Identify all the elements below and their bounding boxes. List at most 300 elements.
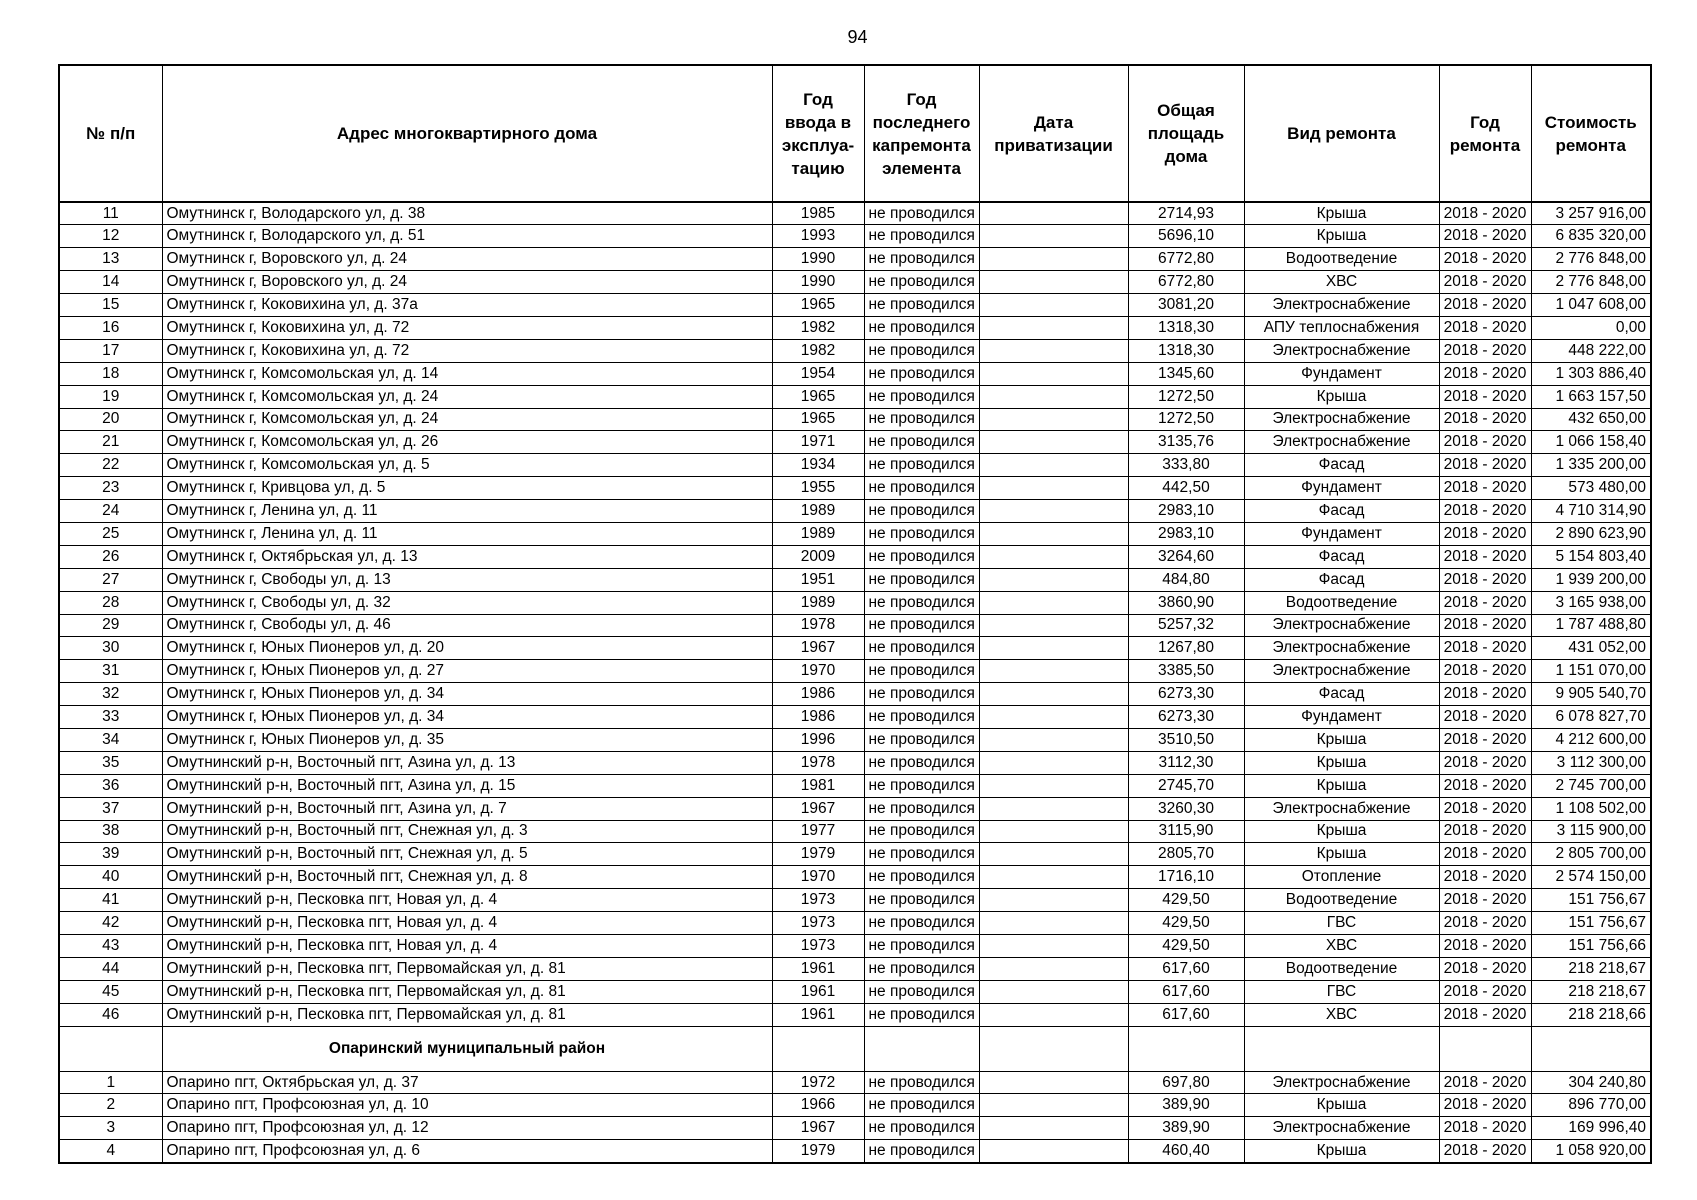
cell-year-built: 2009	[772, 545, 864, 568]
cell-year-built: 1967	[772, 1117, 864, 1140]
cell-year-built: 1989	[772, 591, 864, 614]
cell-repair-type: АПУ теплоснабжения	[1244, 316, 1439, 339]
cell-year-built: 1961	[772, 957, 864, 980]
cell-repair-period: 2018 - 2020	[1439, 202, 1531, 225]
cell-area: 2983,10	[1128, 522, 1244, 545]
cell-address: Омутнинский р-н, Песковка пгт, Новая ул, д. 4	[162, 935, 772, 958]
cell-cost: 432 650,00	[1531, 408, 1651, 431]
cell-num: 21	[59, 431, 162, 454]
cell-cost: 1 787 488,80	[1531, 614, 1651, 637]
cell-last-repair: не проводился	[864, 568, 979, 591]
cell-privatization	[979, 774, 1128, 797]
cell-repair-period: 2018 - 2020	[1439, 774, 1531, 797]
cell-area: 3385,50	[1128, 660, 1244, 683]
cell-privatization	[979, 271, 1128, 294]
cell-repair-period: 2018 - 2020	[1439, 500, 1531, 523]
cell-last-repair: не проводился	[864, 500, 979, 523]
cell-address: Омутнинск г, Свободы ул, д. 32	[162, 591, 772, 614]
cell-address: Омутнинск г, Комсомольская ул, д. 24	[162, 385, 772, 408]
header-address: Адрес многоквартирного дома	[162, 65, 772, 202]
cell-year-built: 1978	[772, 751, 864, 774]
cell-cost: 218 218,67	[1531, 980, 1651, 1003]
cell-address: Омутнинск г, Комсомольская ул, д. 26	[162, 431, 772, 454]
cell-num: 12	[59, 225, 162, 248]
cell-area: 2983,10	[1128, 500, 1244, 523]
cell-repair-period: 2018 - 2020	[1439, 866, 1531, 889]
cell-cost: 2 805 700,00	[1531, 843, 1651, 866]
table-row	[59, 843, 1651, 866]
table-row	[59, 294, 1651, 317]
cell-cost: 2 890 623,90	[1531, 522, 1651, 545]
cell-repair-period: 2018 - 2020	[1439, 935, 1531, 958]
cell-num: 44	[59, 957, 162, 980]
cell-cost: 5 154 803,40	[1531, 545, 1651, 568]
cell-repair-type: Электроснабжение	[1244, 339, 1439, 362]
cell-year-built: 1967	[772, 797, 864, 820]
cell-area: 3112,30	[1128, 751, 1244, 774]
cell-last-repair: не проводился	[864, 385, 979, 408]
cell-repair-type: Крыша	[1244, 202, 1439, 225]
cell-repair-period: 2018 - 2020	[1439, 843, 1531, 866]
cell-cost: 3 115 900,00	[1531, 820, 1651, 843]
table-row	[59, 797, 1651, 820]
cell-num: 26	[59, 545, 162, 568]
cell-repair-period: 2018 - 2020	[1439, 522, 1531, 545]
table-row	[59, 545, 1651, 568]
cell-privatization	[979, 889, 1128, 912]
cell-repair-period: 2018 - 2020	[1439, 477, 1531, 500]
cell-cost: 0,00	[1531, 316, 1651, 339]
cell-num: 31	[59, 660, 162, 683]
cell-address: Опарино пгт, Профсоюзная ул, д. 6	[162, 1140, 772, 1163]
cell-last-repair: не проводился	[864, 935, 979, 958]
cell-num: 28	[59, 591, 162, 614]
cell-repair-period: 2018 - 2020	[1439, 1094, 1531, 1117]
table-row	[59, 889, 1651, 912]
cell-last-repair: не проводился	[864, 980, 979, 1003]
cell-cost: 169 996,40	[1531, 1117, 1651, 1140]
cell-area: 617,60	[1128, 980, 1244, 1003]
cell-cost: 1 047 608,00	[1531, 294, 1651, 317]
cell-cost: 151 756,67	[1531, 889, 1651, 912]
cell-repair-period: 2018 - 2020	[1439, 454, 1531, 477]
cell-last-repair: не проводился	[864, 614, 979, 637]
cell-repair-type: Электроснабжение	[1244, 294, 1439, 317]
cell-area: 429,50	[1128, 935, 1244, 958]
cell-year-built: 1978	[772, 614, 864, 637]
table-row	[59, 271, 1651, 294]
cell-last-repair: не проводился	[864, 522, 979, 545]
cell-privatization	[979, 248, 1128, 271]
cell-address: Омутнинский р-н, Восточный пгт, Азина ул, д. 13	[162, 751, 772, 774]
cell-area: 1318,30	[1128, 316, 1244, 339]
cell-privatization	[979, 614, 1128, 637]
cell-num: 46	[59, 1003, 162, 1026]
cell-repair-type: Электроснабжение	[1244, 408, 1439, 431]
section-empty-cell	[1439, 1026, 1531, 1071]
cell-area: 5257,32	[1128, 614, 1244, 637]
cell-cost: 448 222,00	[1531, 339, 1651, 362]
cell-privatization	[979, 591, 1128, 614]
cell-year-built: 1977	[772, 820, 864, 843]
cell-cost: 1 058 920,00	[1531, 1140, 1651, 1163]
cell-privatization	[979, 1117, 1128, 1140]
cell-repair-period: 2018 - 2020	[1439, 820, 1531, 843]
table-row	[59, 362, 1651, 385]
cell-num: 24	[59, 500, 162, 523]
table-row	[59, 202, 1651, 225]
cell-year-built: 1970	[772, 660, 864, 683]
cell-privatization	[979, 294, 1128, 317]
repair-register-table	[58, 64, 1652, 1164]
cell-repair-type: Электроснабжение	[1244, 660, 1439, 683]
cell-repair-type: ХВС	[1244, 271, 1439, 294]
cell-privatization	[979, 935, 1128, 958]
cell-num: 15	[59, 294, 162, 317]
table-row	[59, 431, 1651, 454]
cell-repair-period: 2018 - 2020	[1439, 889, 1531, 912]
cell-privatization	[979, 500, 1128, 523]
cell-cost: 151 756,66	[1531, 935, 1651, 958]
cell-repair-period: 2018 - 2020	[1439, 683, 1531, 706]
cell-repair-type: Электроснабжение	[1244, 637, 1439, 660]
table-row	[59, 522, 1651, 545]
cell-last-repair: не проводился	[864, 820, 979, 843]
cell-repair-period: 2018 - 2020	[1439, 797, 1531, 820]
table-row	[59, 225, 1651, 248]
cell-repair-type: ХВС	[1244, 1003, 1439, 1026]
cell-last-repair: не проводился	[864, 339, 979, 362]
cell-address: Омутнинск г, Коковихина ул, д. 72	[162, 316, 772, 339]
section-empty-cell	[1244, 1026, 1439, 1071]
cell-repair-period: 2018 - 2020	[1439, 248, 1531, 271]
cell-address: Омутнинск г, Юных Пионеров ул, д. 34	[162, 683, 772, 706]
cell-cost: 3 112 300,00	[1531, 751, 1651, 774]
cell-repair-type: Фасад	[1244, 568, 1439, 591]
cell-last-repair: не проводился	[864, 706, 979, 729]
table-row	[59, 1003, 1651, 1026]
cell-num: 43	[59, 935, 162, 958]
cell-year-built: 1961	[772, 980, 864, 1003]
header-area: Общая площадь дома	[1128, 65, 1244, 202]
cell-last-repair: не проводился	[864, 751, 979, 774]
cell-last-repair: не проводился	[864, 660, 979, 683]
cell-area: 1716,10	[1128, 866, 1244, 889]
cell-last-repair: не проводился	[864, 248, 979, 271]
cell-year-built: 1965	[772, 408, 864, 431]
cell-repair-type: Фундамент	[1244, 362, 1439, 385]
cell-area: 389,90	[1128, 1117, 1244, 1140]
cell-cost: 431 052,00	[1531, 637, 1651, 660]
cell-year-built: 1990	[772, 248, 864, 271]
cell-privatization	[979, 316, 1128, 339]
cell-year-built: 1996	[772, 728, 864, 751]
cell-area: 484,80	[1128, 568, 1244, 591]
cell-cost: 4 212 600,00	[1531, 728, 1651, 751]
cell-privatization	[979, 637, 1128, 660]
cell-repair-period: 2018 - 2020	[1439, 316, 1531, 339]
cell-cost: 1 066 158,40	[1531, 431, 1651, 454]
cell-address: Омутнинский р-н, Восточный пгт, Азина ул, д. 7	[162, 797, 772, 820]
cell-last-repair: не проводился	[864, 1094, 979, 1117]
cell-repair-period: 2018 - 2020	[1439, 545, 1531, 568]
cell-last-repair: не проводился	[864, 889, 979, 912]
page-number: 94	[847, 27, 868, 47]
cell-num: 41	[59, 889, 162, 912]
cell-repair-type: Крыша	[1244, 1140, 1439, 1163]
cell-area: 617,60	[1128, 1003, 1244, 1026]
cell-repair-type: ГВС	[1244, 912, 1439, 935]
cell-privatization	[979, 225, 1128, 248]
table-header	[59, 65, 1651, 202]
cell-num: 2	[59, 1094, 162, 1117]
cell-repair-period: 2018 - 2020	[1439, 614, 1531, 637]
cell-privatization	[979, 728, 1128, 751]
cell-repair-type: Фундамент	[1244, 477, 1439, 500]
cell-repair-period: 2018 - 2020	[1439, 431, 1531, 454]
section-empty-cell	[1531, 1026, 1651, 1071]
cell-area: 3115,90	[1128, 820, 1244, 843]
cell-num: 37	[59, 797, 162, 820]
cell-address: Омутнинск г, Воровского ул, д. 24	[162, 271, 772, 294]
cell-year-built: 1965	[772, 385, 864, 408]
cell-cost: 2 776 848,00	[1531, 271, 1651, 294]
cell-repair-period: 2018 - 2020	[1439, 385, 1531, 408]
cell-privatization	[979, 362, 1128, 385]
cell-area: 617,60	[1128, 957, 1244, 980]
cell-address: Опарино пгт, Октябрьская ул, д. 37	[162, 1071, 772, 1094]
cell-cost: 1 303 886,40	[1531, 362, 1651, 385]
table-row	[59, 454, 1651, 477]
cell-cost: 573 480,00	[1531, 477, 1651, 500]
cell-repair-period: 2018 - 2020	[1439, 706, 1531, 729]
cell-num: 32	[59, 683, 162, 706]
cell-repair-type: Крыша	[1244, 751, 1439, 774]
cell-address: Омутнинск г, Юных Пионеров ул, д. 27	[162, 660, 772, 683]
cell-repair-type: Электроснабжение	[1244, 431, 1439, 454]
cell-privatization	[979, 1071, 1128, 1094]
cell-privatization	[979, 660, 1128, 683]
cell-address: Омутнинский р-н, Восточный пгт, Азина ул, д. 15	[162, 774, 772, 797]
cell-num: 36	[59, 774, 162, 797]
cell-last-repair: не проводился	[864, 774, 979, 797]
cell-privatization	[979, 477, 1128, 500]
cell-address: Омутнинск г, Ленина ул, д. 11	[162, 522, 772, 545]
cell-privatization	[979, 706, 1128, 729]
cell-area: 2805,70	[1128, 843, 1244, 866]
cell-last-repair: не проводился	[864, 294, 979, 317]
cell-cost: 6 078 827,70	[1531, 706, 1651, 729]
cell-last-repair: не проводился	[864, 683, 979, 706]
cell-cost: 9 905 540,70	[1531, 683, 1651, 706]
cell-year-built: 1979	[772, 1140, 864, 1163]
cell-repair-type: Водоотведение	[1244, 248, 1439, 271]
cell-cost: 2 745 700,00	[1531, 774, 1651, 797]
cell-area: 2714,93	[1128, 202, 1244, 225]
cell-last-repair: не проводился	[864, 637, 979, 660]
cell-year-built: 1990	[772, 271, 864, 294]
table-row	[59, 316, 1651, 339]
cell-privatization	[979, 683, 1128, 706]
cell-year-built: 1973	[772, 889, 864, 912]
cell-repair-type: ХВС	[1244, 935, 1439, 958]
cell-year-built: 1982	[772, 316, 864, 339]
cell-year-built: 1967	[772, 637, 864, 660]
cell-privatization	[979, 980, 1128, 1003]
cell-repair-type: Электроснабжение	[1244, 1071, 1439, 1094]
cell-last-repair: не проводился	[864, 1140, 979, 1163]
cell-year-built: 1989	[772, 522, 864, 545]
cell-year-built: 1973	[772, 912, 864, 935]
cell-cost: 1 151 070,00	[1531, 660, 1651, 683]
cell-num: 45	[59, 980, 162, 1003]
cell-privatization	[979, 568, 1128, 591]
cell-repair-type: Крыша	[1244, 774, 1439, 797]
cell-area: 3081,20	[1128, 294, 1244, 317]
cell-address: Омутнинский р-н, Восточный пгт, Снежная ул, д. 5	[162, 843, 772, 866]
cell-cost: 3 165 938,00	[1531, 591, 1651, 614]
cell-cost: 4 710 314,90	[1531, 500, 1651, 523]
cell-repair-type: Крыша	[1244, 225, 1439, 248]
cell-area: 3260,30	[1128, 797, 1244, 820]
cell-cost: 218 218,67	[1531, 957, 1651, 980]
cell-address: Омутнинск г, Коковихина ул, д. 37а	[162, 294, 772, 317]
cell-area: 389,90	[1128, 1094, 1244, 1117]
cell-repair-type: Электроснабжение	[1244, 797, 1439, 820]
cell-privatization	[979, 339, 1128, 362]
cell-last-repair: не проводился	[864, 225, 979, 248]
cell-area: 1272,50	[1128, 408, 1244, 431]
cell-year-built: 1966	[772, 1094, 864, 1117]
cell-repair-period: 2018 - 2020	[1439, 1140, 1531, 1163]
cell-repair-type: Фундамент	[1244, 522, 1439, 545]
table-row	[59, 912, 1651, 935]
cell-year-built: 1979	[772, 843, 864, 866]
section-title: Опаринский муниципальный район	[162, 1026, 772, 1071]
cell-last-repair: не проводился	[864, 1117, 979, 1140]
section-heading-row	[59, 1026, 1651, 1071]
cell-address: Омутнинский р-н, Песковка пгт, Первомайская ул, д. 81	[162, 1003, 772, 1026]
table-row	[59, 477, 1651, 500]
cell-last-repair: не проводился	[864, 271, 979, 294]
cell-repair-type: Фундамент	[1244, 706, 1439, 729]
cell-cost: 151 756,67	[1531, 912, 1651, 935]
cell-num: 38	[59, 820, 162, 843]
table-row	[59, 1117, 1651, 1140]
cell-repair-period: 2018 - 2020	[1439, 751, 1531, 774]
header-last-repair: Год последнего капремонта элемента	[864, 65, 979, 202]
cell-repair-period: 2018 - 2020	[1439, 980, 1531, 1003]
cell-area: 429,50	[1128, 912, 1244, 935]
cell-repair-period: 2018 - 2020	[1439, 362, 1531, 385]
cell-last-repair: не проводился	[864, 912, 979, 935]
cell-area: 1345,60	[1128, 362, 1244, 385]
cell-num: 14	[59, 271, 162, 294]
cell-privatization	[979, 866, 1128, 889]
cell-repair-type: Крыша	[1244, 728, 1439, 751]
table-row	[59, 728, 1651, 751]
cell-last-repair: не проводился	[864, 316, 979, 339]
cell-address: Омутнинский р-н, Песковка пгт, Новая ул, д. 4	[162, 912, 772, 935]
table-row	[59, 339, 1651, 362]
cell-repair-type: Фасад	[1244, 500, 1439, 523]
table-row	[59, 248, 1651, 271]
table-row	[59, 500, 1651, 523]
cell-repair-type: Отопление	[1244, 866, 1439, 889]
header-privatization: Дата приватизации	[979, 65, 1128, 202]
cell-privatization	[979, 797, 1128, 820]
cell-area: 429,50	[1128, 889, 1244, 912]
table-row	[59, 568, 1651, 591]
cell-repair-type: Фасад	[1244, 454, 1439, 477]
cell-address: Омутнинск г, Октябрьская ул, д. 13	[162, 545, 772, 568]
header-num: № п/п	[59, 65, 162, 202]
cell-privatization	[979, 522, 1128, 545]
cell-num: 23	[59, 477, 162, 500]
cell-year-built: 1982	[772, 339, 864, 362]
cell-repair-period: 2018 - 2020	[1439, 912, 1531, 935]
cell-last-repair: не проводился	[864, 866, 979, 889]
table-row	[59, 706, 1651, 729]
cell-num: 40	[59, 866, 162, 889]
cell-year-built: 1934	[772, 454, 864, 477]
cell-repair-period: 2018 - 2020	[1439, 660, 1531, 683]
cell-repair-type: Фасад	[1244, 683, 1439, 706]
cell-cost: 1 335 200,00	[1531, 454, 1651, 477]
cell-cost: 2 574 150,00	[1531, 866, 1651, 889]
table-row	[59, 980, 1651, 1003]
cell-address: Омутнинск г, Юных Пионеров ул, д. 34	[162, 706, 772, 729]
cell-area: 1318,30	[1128, 339, 1244, 362]
cell-num: 27	[59, 568, 162, 591]
cell-year-built: 1986	[772, 683, 864, 706]
cell-repair-type: Электроснабжение	[1244, 614, 1439, 637]
cell-cost: 1 108 502,00	[1531, 797, 1651, 820]
cell-repair-period: 2018 - 2020	[1439, 271, 1531, 294]
cell-address: Омутнинск г, Володарского ул, д. 51	[162, 225, 772, 248]
cell-address: Омутнинский р-н, Песковка пгт, Первомайская ул, д. 81	[162, 957, 772, 980]
cell-repair-period: 2018 - 2020	[1439, 408, 1531, 431]
cell-repair-period: 2018 - 2020	[1439, 294, 1531, 317]
cell-repair-period: 2018 - 2020	[1439, 1003, 1531, 1026]
cell-address: Омутнинск г, Свободы ул, д. 13	[162, 568, 772, 591]
cell-area: 6772,80	[1128, 271, 1244, 294]
table-row	[59, 683, 1651, 706]
header-repair-type: Вид ремонта	[1244, 65, 1439, 202]
table-row	[59, 660, 1651, 683]
cell-last-repair: не проводился	[864, 1071, 979, 1094]
section-empty-cell	[59, 1026, 162, 1071]
cell-year-built: 1981	[772, 774, 864, 797]
cell-num: 4	[59, 1140, 162, 1163]
cell-last-repair: не проводился	[864, 797, 979, 820]
cell-area: 442,50	[1128, 477, 1244, 500]
cell-num: 33	[59, 706, 162, 729]
cell-area: 697,80	[1128, 1071, 1244, 1094]
table-row	[59, 957, 1651, 980]
cell-area: 2745,70	[1128, 774, 1244, 797]
cell-num: 3	[59, 1117, 162, 1140]
cell-area: 3135,76	[1128, 431, 1244, 454]
cell-num: 35	[59, 751, 162, 774]
table-row	[59, 591, 1651, 614]
cell-address: Омутнинск г, Юных Пионеров ул, д. 20	[162, 637, 772, 660]
cell-privatization	[979, 1003, 1128, 1026]
cell-repair-type: Водоотведение	[1244, 957, 1439, 980]
table-body	[59, 202, 1651, 1163]
cell-privatization	[979, 843, 1128, 866]
header-row	[59, 65, 1651, 202]
